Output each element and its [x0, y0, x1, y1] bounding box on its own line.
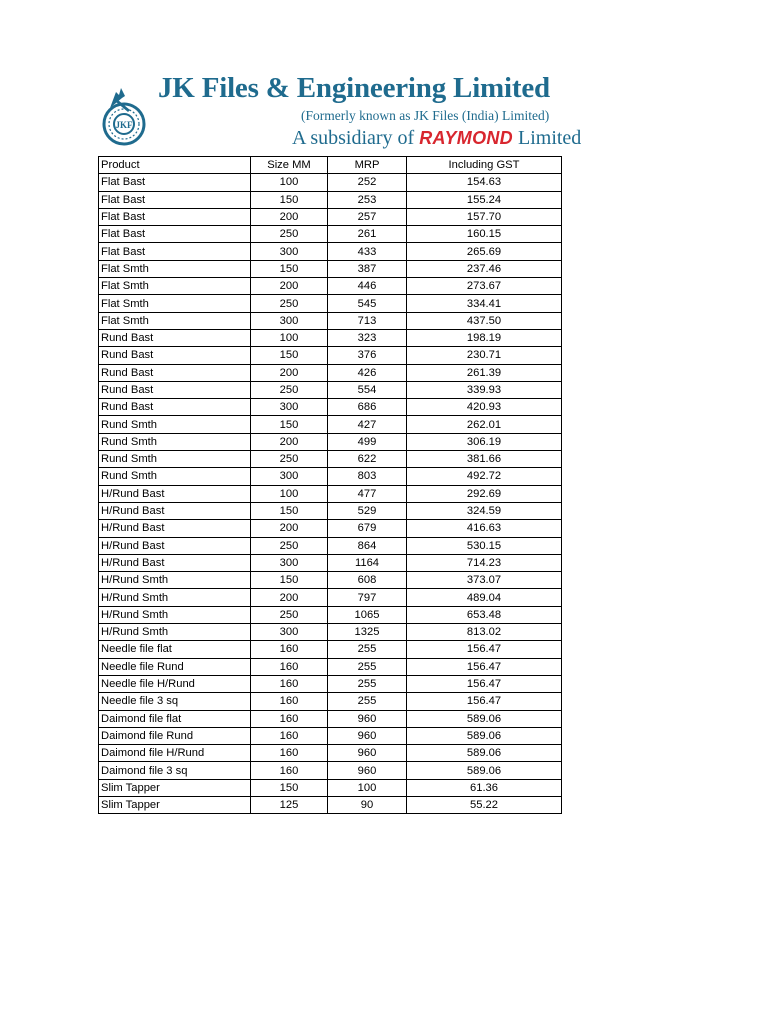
product-cell: Flat Bast: [99, 191, 251, 208]
gst-price-cell: 420.93: [407, 399, 562, 416]
product-cell: H/Rund Bast: [99, 485, 251, 502]
column-header-product: Product: [99, 157, 251, 174]
product-cell: Daimond file Rund: [99, 727, 251, 744]
mrp-cell: 253: [328, 191, 407, 208]
size-cell: 160: [251, 675, 328, 692]
gst-price-cell: 324.59: [407, 502, 562, 519]
product-cell: H/Rund Smth: [99, 606, 251, 623]
size-cell: 100: [251, 485, 328, 502]
gst-price-cell: 492.72: [407, 468, 562, 485]
mrp-cell: 713: [328, 312, 407, 329]
mrp-cell: 960: [328, 727, 407, 744]
mrp-cell: 427: [328, 416, 407, 433]
mrp-cell: 90: [328, 796, 407, 813]
table-row: [99, 554, 562, 571]
size-cell: 150: [251, 572, 328, 589]
gst-price-cell: 273.67: [407, 278, 562, 295]
size-cell: 200: [251, 520, 328, 537]
subsidiary-line: [292, 127, 581, 150]
mrp-cell: 100: [328, 779, 407, 796]
gst-price-cell: 160.15: [407, 226, 562, 243]
table-row: [99, 641, 562, 658]
table-row: [99, 312, 562, 329]
formerly-known-as: (Formerly known as JK Files (India) Limited): [301, 108, 550, 123]
size-cell: 150: [251, 502, 328, 519]
column-header-including-gst: Including GST: [407, 157, 562, 174]
table-row: [99, 260, 562, 277]
table-row: [99, 572, 562, 589]
mrp-cell: 446: [328, 278, 407, 295]
table-row: [99, 762, 562, 779]
size-cell: 150: [251, 416, 328, 433]
size-cell: 160: [251, 727, 328, 744]
table-row: [99, 537, 562, 554]
table-row: [99, 347, 562, 364]
size-cell: 200: [251, 433, 328, 450]
size-cell: 100: [251, 174, 328, 191]
mrp-cell: 679: [328, 520, 407, 537]
product-cell: Needle file Rund: [99, 658, 251, 675]
size-cell: 300: [251, 399, 328, 416]
mrp-cell: 622: [328, 451, 407, 468]
size-cell: 160: [251, 710, 328, 727]
table-row: [99, 727, 562, 744]
gst-price-cell: 156.47: [407, 675, 562, 692]
gst-price-cell: 154.63: [407, 174, 562, 191]
mrp-cell: 1065: [328, 606, 407, 623]
table-row: [99, 658, 562, 675]
mrp-cell: 686: [328, 399, 407, 416]
gst-price-cell: 714.23: [407, 554, 562, 571]
product-cell: Rund Bast: [99, 347, 251, 364]
product-cell: Needle file H/Rund: [99, 675, 251, 692]
gst-price-cell: 589.06: [407, 710, 562, 727]
mrp-cell: 864: [328, 537, 407, 554]
product-cell: H/Rund Smth: [99, 589, 251, 606]
gst-price-cell: 381.66: [407, 451, 562, 468]
gst-price-cell: 156.47: [407, 693, 562, 710]
table-row: [99, 243, 562, 260]
table-row: [99, 485, 562, 502]
mrp-cell: 499: [328, 433, 407, 450]
gst-price-cell: 373.07: [407, 572, 562, 589]
gst-price-cell: 489.04: [407, 589, 562, 606]
gst-price-cell: 339.93: [407, 381, 562, 398]
product-cell: Daimond file 3 sq: [99, 762, 251, 779]
size-cell: 200: [251, 278, 328, 295]
size-cell: 200: [251, 364, 328, 381]
mrp-cell: 529: [328, 502, 407, 519]
table-row: [99, 710, 562, 727]
table-row: [99, 399, 562, 416]
product-cell: Flat Bast: [99, 208, 251, 225]
mrp-cell: 255: [328, 641, 407, 658]
letterhead: [96, 64, 582, 154]
size-cell: 200: [251, 589, 328, 606]
gst-price-cell: 261.39: [407, 364, 562, 381]
size-cell: 200: [251, 208, 328, 225]
product-cell: Flat Smth: [99, 312, 251, 329]
table-row: [99, 226, 562, 243]
product-cell: Rund Bast: [99, 329, 251, 346]
table-row: [99, 779, 562, 796]
table-row: [99, 278, 562, 295]
gst-price-cell: 589.06: [407, 762, 562, 779]
size-cell: 160: [251, 745, 328, 762]
product-cell: H/Rund Bast: [99, 502, 251, 519]
mrp-cell: 387: [328, 260, 407, 277]
table-row: [99, 606, 562, 623]
mrp-cell: 257: [328, 208, 407, 225]
size-cell: 160: [251, 693, 328, 710]
product-cell: Slim Tapper: [99, 796, 251, 813]
gst-price-cell: 416.63: [407, 520, 562, 537]
product-cell: H/Rund Bast: [99, 520, 251, 537]
size-cell: 300: [251, 554, 328, 571]
gst-price-cell: 156.47: [407, 641, 562, 658]
product-cell: Slim Tapper: [99, 779, 251, 796]
mrp-cell: 426: [328, 364, 407, 381]
product-cell: Needle file 3 sq: [99, 693, 251, 710]
gst-price-cell: 306.19: [407, 433, 562, 450]
size-cell: 150: [251, 779, 328, 796]
gst-price-cell: 653.48: [407, 606, 562, 623]
gst-price-cell: 262.01: [407, 416, 562, 433]
table-row: [99, 675, 562, 692]
product-cell: Rund Bast: [99, 381, 251, 398]
table-row: [99, 329, 562, 346]
gst-price-cell: 156.47: [407, 658, 562, 675]
subsidiary-prefix: A subsidiary of: [292, 127, 415, 149]
table-row: [99, 295, 562, 312]
size-cell: 150: [251, 191, 328, 208]
table-row: [99, 381, 562, 398]
mrp-cell: 1325: [328, 624, 407, 641]
mrp-cell: 608: [328, 572, 407, 589]
mrp-cell: 255: [328, 675, 407, 692]
gst-price-cell: 61.36: [407, 779, 562, 796]
table-row: [99, 191, 562, 208]
size-cell: 250: [251, 451, 328, 468]
table-row: [99, 174, 562, 191]
gst-price-cell: 437.50: [407, 312, 562, 329]
product-cell: Rund Smth: [99, 468, 251, 485]
mrp-cell: 261: [328, 226, 407, 243]
product-cell: Flat Bast: [99, 226, 251, 243]
subsidiary-suffix: Limited: [517, 127, 582, 149]
gst-price-cell: 237.46: [407, 260, 562, 277]
size-cell: 100: [251, 329, 328, 346]
company-name: JK Files & Engineering Limited: [158, 72, 550, 104]
mrp-cell: 803: [328, 468, 407, 485]
gst-price-cell: 155.24: [407, 191, 562, 208]
product-cell: Flat Bast: [99, 174, 251, 191]
table-row: [99, 433, 562, 450]
size-cell: 250: [251, 606, 328, 623]
mrp-cell: 545: [328, 295, 407, 312]
company-logo-icon: [100, 86, 148, 148]
mrp-cell: 255: [328, 658, 407, 675]
product-cell: H/Rund Bast: [99, 537, 251, 554]
gst-price-cell: 589.06: [407, 727, 562, 744]
table-row: [99, 693, 562, 710]
size-cell: 250: [251, 295, 328, 312]
gst-price-cell: 292.69: [407, 485, 562, 502]
size-cell: 300: [251, 624, 328, 641]
product-cell: Flat Smth: [99, 260, 251, 277]
gst-price-cell: 198.19: [407, 329, 562, 346]
table-row: [99, 745, 562, 762]
product-cell: Flat Smth: [99, 278, 251, 295]
table-row: [99, 416, 562, 433]
mrp-cell: 255: [328, 693, 407, 710]
gst-price-cell: 55.22: [407, 796, 562, 813]
product-cell: Rund Smth: [99, 451, 251, 468]
size-cell: 160: [251, 762, 328, 779]
size-cell: 300: [251, 243, 328, 260]
column-header-mrp: MRP: [328, 157, 407, 174]
size-cell: 125: [251, 796, 328, 813]
table-row: [99, 502, 562, 519]
raymond-brand: RAYMOND: [419, 128, 513, 148]
logo-text: JKF: [115, 120, 133, 130]
product-cell: H/Rund Bast: [99, 554, 251, 571]
mrp-cell: 1164: [328, 554, 407, 571]
table-row: [99, 468, 562, 485]
table-header-row: [99, 157, 562, 174]
mrp-cell: 323: [328, 329, 407, 346]
size-cell: 250: [251, 537, 328, 554]
product-cell: Rund Smth: [99, 416, 251, 433]
mrp-cell: 477: [328, 485, 407, 502]
size-cell: 300: [251, 468, 328, 485]
mrp-cell: 797: [328, 589, 407, 606]
size-cell: 160: [251, 658, 328, 675]
table-row: [99, 364, 562, 381]
size-cell: 250: [251, 381, 328, 398]
table-row: [99, 208, 562, 225]
mrp-cell: 960: [328, 762, 407, 779]
table-row: [99, 796, 562, 813]
product-cell: Daimond file flat: [99, 710, 251, 727]
table-row: [99, 589, 562, 606]
gst-price-cell: 813.02: [407, 624, 562, 641]
mrp-cell: 376: [328, 347, 407, 364]
product-cell: Flat Bast: [99, 243, 251, 260]
product-cell: Daimond file H/Rund: [99, 745, 251, 762]
product-cell: H/Rund Smth: [99, 572, 251, 589]
size-cell: 150: [251, 260, 328, 277]
size-cell: 250: [251, 226, 328, 243]
product-cell: Flat Smth: [99, 295, 251, 312]
table-row: [99, 520, 562, 537]
product-cell: Rund Bast: [99, 399, 251, 416]
size-cell: 300: [251, 312, 328, 329]
gst-price-cell: 265.69: [407, 243, 562, 260]
table-body: [99, 174, 562, 814]
gst-price-cell: 334.41: [407, 295, 562, 312]
mrp-cell: 960: [328, 710, 407, 727]
size-cell: 150: [251, 347, 328, 364]
product-cell: Rund Bast: [99, 364, 251, 381]
gst-price-cell: 530.15: [407, 537, 562, 554]
gst-price-cell: 157.70: [407, 208, 562, 225]
mrp-cell: 960: [328, 745, 407, 762]
table-row: [99, 624, 562, 641]
column-header-size-mm: Size MM: [251, 157, 328, 174]
product-cell: Needle file flat: [99, 641, 251, 658]
size-cell: 160: [251, 641, 328, 658]
gst-price-cell: 230.71: [407, 347, 562, 364]
product-cell: H/Rund Smth: [99, 624, 251, 641]
mrp-cell: 433: [328, 243, 407, 260]
mrp-cell: 252: [328, 174, 407, 191]
gst-price-cell: 589.06: [407, 745, 562, 762]
mrp-cell: 554: [328, 381, 407, 398]
price-table: [98, 156, 562, 814]
table-row: [99, 451, 562, 468]
product-cell: Rund Smth: [99, 433, 251, 450]
